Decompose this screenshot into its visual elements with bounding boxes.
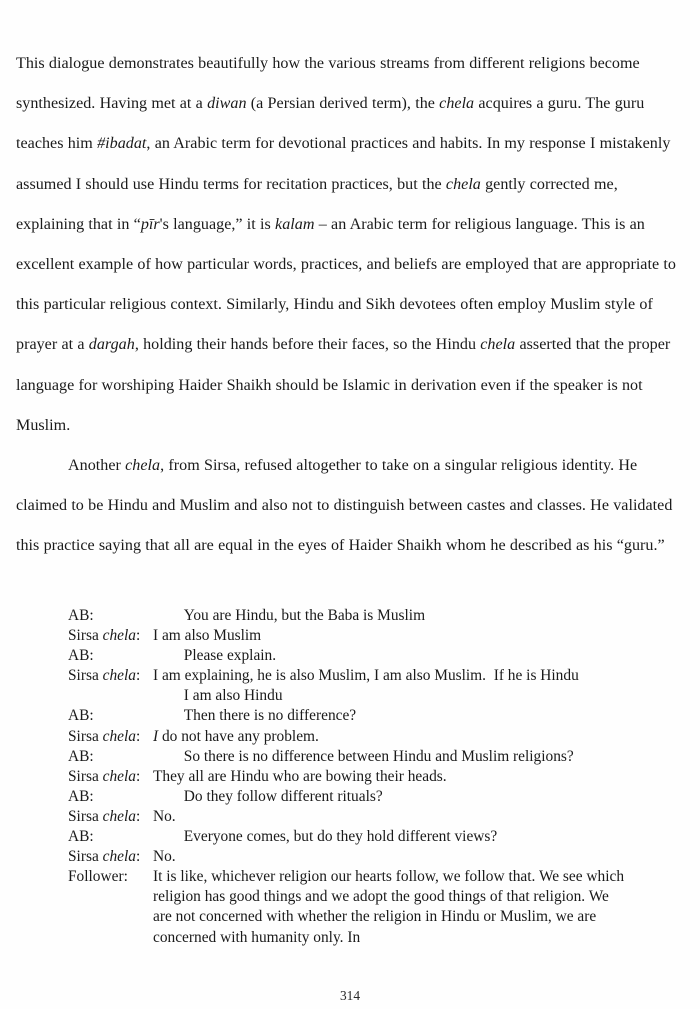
paragraph-text-run: This dialogue demonstrates beautifully how the various streams from different religions become synthesized. Having met at a bbox=[16, 55, 640, 113]
dialogue-utterance bbox=[153, 827, 668, 847]
body-text bbox=[16, 44, 690, 567]
dialogue-speaker-label bbox=[68, 747, 153, 767]
speaker-run: Sirsa bbox=[68, 627, 103, 645]
dialogue-speaker-label bbox=[68, 646, 153, 666]
paragraph-text-run: asserted that the proper language for worshiping Haider Shaikh should be Islamic in derivation even if the speaker is not Muslim. bbox=[16, 336, 671, 434]
speaker-run: Follower: bbox=[68, 868, 128, 886]
speaker-run: AB: bbox=[68, 647, 94, 665]
utterance-run: do not have any problem. bbox=[158, 727, 319, 745]
utterance-run: I am also Hindu bbox=[153, 687, 283, 705]
speaker-run: Sirsa bbox=[68, 807, 103, 825]
paragraph-text-run: chela bbox=[439, 95, 475, 113]
utterance-run: I am also Muslim bbox=[153, 627, 262, 645]
utterance-run: You are Hindu, but the Baba is Muslim bbox=[153, 607, 426, 624]
dialogue-speaker-label bbox=[68, 706, 153, 726]
dialogue-line bbox=[68, 646, 668, 666]
speaker-run: chela bbox=[102, 727, 136, 745]
dialogue-utterance bbox=[153, 787, 668, 807]
speaker-run: AB: bbox=[68, 707, 94, 725]
dialogue-line bbox=[68, 787, 668, 807]
dialogue-speaker-label bbox=[68, 847, 153, 867]
dialogue-line bbox=[68, 747, 668, 767]
dialogue-utterance bbox=[153, 727, 668, 747]
paragraph-text-run: – an Arabic term for religious language. This is an excellent example of how particular words, practices, and beliefs are employed that are appropriate to this particular religious context. Similarly, Hindu and Sikh devotees often employ Muslim style of prayer at a bbox=[16, 215, 676, 354]
speaker-run: Sirsa bbox=[68, 727, 103, 745]
speaker-run: chela bbox=[102, 667, 136, 685]
dialogue-line bbox=[68, 686, 668, 706]
dialogue-line bbox=[68, 666, 668, 686]
paragraph-text-run: chela bbox=[480, 336, 516, 354]
dialogue-speaker-label bbox=[68, 727, 153, 747]
dialogue-utterance bbox=[153, 847, 668, 867]
speaker-run: Sirsa bbox=[68, 667, 103, 685]
paragraph-text-run: chela bbox=[445, 175, 481, 193]
paragraph bbox=[16, 446, 690, 567]
utterance-run: Everyone comes, but do they hold different views? bbox=[153, 828, 498, 846]
speaker-run: chela bbox=[102, 807, 136, 825]
dialogue-line bbox=[68, 807, 668, 827]
utterance-run: Do they follow different rituals? bbox=[153, 787, 383, 805]
utterance-run: It is like, whichever religion our hearts follow, we follow that. We see which religion has good things and we adopt the good things of that religion. We are not concerned with whether the religion in Hindu or Muslim, we are concerned with humanity only. In bbox=[153, 868, 625, 946]
utterance-run: No. bbox=[153, 848, 176, 866]
paragraph bbox=[16, 44, 690, 446]
dialogue-utterance bbox=[153, 747, 668, 767]
speaker-run: AB: bbox=[68, 747, 94, 765]
speaker-run: AB: bbox=[68, 607, 94, 624]
speaker-run: : bbox=[135, 767, 141, 785]
dialogue-line bbox=[68, 727, 668, 747]
paragraph-text-run: chela bbox=[125, 457, 161, 475]
speaker-run: : bbox=[135, 848, 141, 866]
paragraph-text-run: , holding their hands before their faces, so the Hindu bbox=[134, 336, 481, 354]
dialogue-utterance bbox=[153, 606, 668, 626]
paragraph-text-run: dargah bbox=[88, 336, 135, 354]
speaker-run: : bbox=[135, 807, 141, 825]
dialogue-line bbox=[68, 626, 668, 646]
dialogue-line bbox=[68, 706, 668, 726]
speaker-run: Sirsa bbox=[68, 767, 103, 785]
utterance-run: I am explaining, he is also Muslim, I am also Muslim. If he is Hindu bbox=[153, 667, 579, 685]
dialogue-speaker-label bbox=[68, 626, 153, 646]
paragraph-text-run: kalam bbox=[275, 215, 315, 233]
speaker-run: chela bbox=[102, 767, 136, 785]
utterance-run: I bbox=[153, 727, 159, 745]
speaker-run: AB: bbox=[68, 828, 94, 846]
speaker-run: Sirsa bbox=[68, 848, 103, 866]
dialogue-transcript bbox=[68, 606, 668, 948]
dialogue-utterance bbox=[153, 626, 668, 646]
dialogue-line bbox=[68, 847, 668, 867]
dialogue-utterance bbox=[153, 807, 668, 827]
dialogue-utterance bbox=[153, 767, 668, 787]
dialogue-speaker-label bbox=[68, 606, 153, 626]
utterance-run: Please explain. bbox=[153, 647, 277, 665]
speaker-run: AB: bbox=[68, 787, 94, 805]
utterance-run: So there is no difference between Hindu and Muslim religions? bbox=[153, 747, 574, 765]
paragraph-text-run: #ibadat bbox=[97, 135, 147, 153]
dialogue-utterance bbox=[153, 686, 668, 706]
dialogue-utterance bbox=[153, 867, 628, 947]
speaker-run: chela bbox=[102, 627, 136, 645]
utterance-run: No. bbox=[153, 807, 176, 825]
dialogue-line bbox=[68, 767, 668, 787]
utterance-run: Then there is no difference? bbox=[153, 707, 357, 725]
dialogue-speaker-label bbox=[68, 666, 153, 686]
dialogue-speaker-label bbox=[68, 787, 153, 807]
paragraph-text-run: , from Sirsa, refused altogether to take on a singular religious identity. He claimed to be Hindu and Muslim and also not to distinguish between castes and classes. He validated this practice saying that all are equal in the eyes of Haider Shaikh whom he described as his “guru.” bbox=[16, 457, 673, 555]
dialogue-line bbox=[68, 606, 668, 626]
dialogue-line bbox=[68, 867, 668, 947]
paragraph-text-run: pīr bbox=[140, 215, 160, 233]
paragraph-text-run: , an Arabic term for devotional practices and habits. In my response I mistakenly assumed I should use Hindu terms for recitation practices, but the bbox=[16, 135, 671, 193]
paragraph-text-run: diwan bbox=[207, 95, 247, 113]
dialogue-utterance bbox=[153, 706, 668, 726]
paragraph-text-run: gently corrected me, explaining that in “ bbox=[16, 175, 618, 233]
dialogue-speaker-label bbox=[68, 827, 153, 847]
page-number: 314 bbox=[339, 988, 361, 1003]
utterance-run: They all are Hindu who are bowing their heads. bbox=[153, 767, 447, 785]
dialogue-speaker-label bbox=[68, 807, 153, 827]
speaker-run: : bbox=[135, 627, 141, 645]
paragraph-text-run: (a Persian derived term), the bbox=[246, 95, 440, 113]
dialogue-utterance bbox=[153, 646, 668, 666]
paragraph-text-run: acquires a guru. The guru teaches him bbox=[16, 95, 645, 153]
speaker-run: : bbox=[135, 667, 141, 685]
dialogue-line bbox=[68, 827, 668, 847]
paragraph-text-run: 's language,” it is bbox=[159, 215, 276, 233]
dialogue-speaker-label bbox=[68, 767, 153, 787]
speaker-run: : bbox=[135, 727, 141, 745]
paragraph-text-run: Another bbox=[68, 457, 126, 475]
dialogue-speaker-label bbox=[68, 867, 153, 887]
dialogue-utterance bbox=[153, 666, 668, 686]
speaker-run: chela bbox=[102, 848, 136, 866]
